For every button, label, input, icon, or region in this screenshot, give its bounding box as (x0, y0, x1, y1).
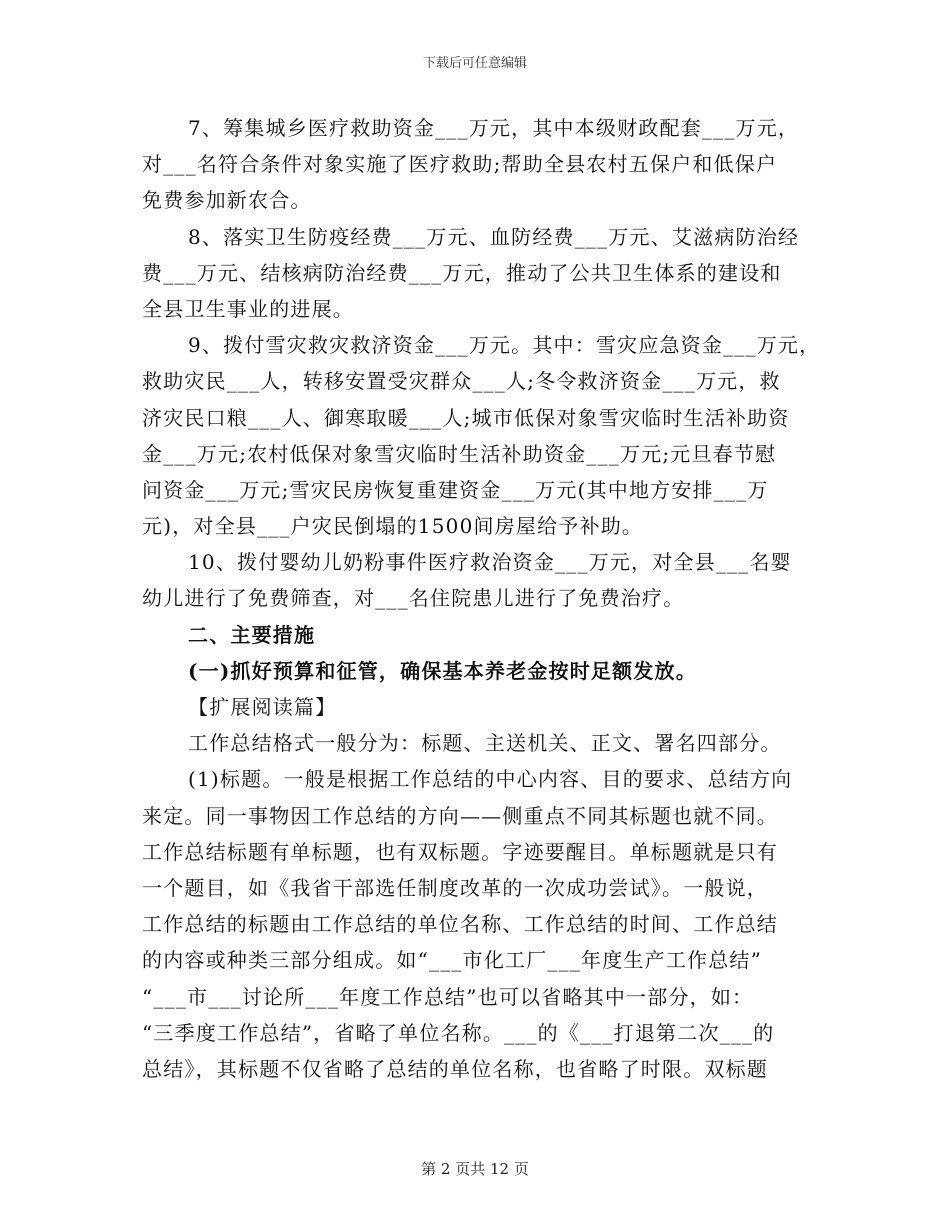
text-line: 幼儿进行了免费筛查，对___名住院患儿进行了免费治疗。 (142, 586, 685, 611)
text-line: “三季度工作总结”，省略了单位名称。___的《___打退第二次___的 (142, 1020, 775, 1045)
text-line: 8、落实卫生防疫经费___万元、血防经费___万元、艾滋病防治经 (188, 224, 800, 249)
page-footer: 第 2 页共 12 页 (421, 1160, 529, 1178)
text-line: 工作总结标题有单标题，也有双标题。字迹要醒目。单标题就是只有 (142, 839, 778, 864)
text-line: 总结》，其标题不仅省略了总结的单位名称，也省略了时限。双标题 (142, 1056, 768, 1081)
document-body (142, 110, 821, 1087)
text-line: 对___名符合条件对象实施了医疗救助;帮助全县农村五保户和低保户 (142, 152, 778, 177)
text-line: 全县卫生事业的进展。 (142, 296, 354, 321)
text-line: 元)，对全县___户灾民倒塌的1500间房屋给予补助。 (142, 514, 644, 539)
text-line: 工作总结格式一般分为：标题、主送机关、正文、署名四部分。 (188, 731, 782, 756)
text-line: 10、拨付婴幼儿奶粉事件医疗救治资金___万元，对全县___名婴 (188, 550, 792, 575)
text-line: 的内容或种类三部分组成。如“___市化工厂___年度生产工作总结” (142, 948, 763, 973)
text-line: 费___万元、结核病防治经费___万元，推动了公共卫生体系的建设和 (142, 260, 782, 285)
text-line: 免费参加新农合。 (142, 188, 312, 213)
text-line: 9、拨付雪灾救灾救济资金___万元。其中：雪灾应急资金___万元， (188, 333, 821, 358)
text-line: 一个题目，如《我省干部选任制度改革的一次成功尝试》。一般说， (142, 875, 768, 900)
text-line: 金___万元;农村低保对象雪灾临时生活补助资金___万元;元旦春节慰 (142, 441, 777, 466)
text-line: “___市___讨论所___年度工作总结”也可以省略其中一部分，如： (142, 984, 754, 1009)
section-heading: (一)抓好预算和征管，确保基本养老金按时足额发放。 (188, 658, 697, 683)
text-line: 济灾民口粮___人、御寒取暖___人;城市低保对象雪灾临时生活补助资 (142, 405, 790, 430)
section-heading: 二、主要措施 (188, 622, 316, 647)
text-line: 工作总结的标题由工作总结的单位名称、工作总结的时间、工作总结 (142, 912, 778, 937)
text-line: 救助灾民___人，转移安置受灾群众___人;冬令救济资金___万元，救 (142, 369, 781, 394)
text-line: 【扩展阅读篇】 (188, 695, 337, 719)
text-line: 问资金___万元;雪灾民房恢复重建资金___万元(其中地方安排___万 (142, 477, 769, 502)
text-line: 7、筹集城乡医疗救助资金___万元，其中本级财政配套___万元， (188, 116, 800, 140)
text-line: (1)标题。一般是根据工作总结的中心内容、目的要求、总结方向 (188, 767, 793, 792)
text-line: 来定。同一事物因工作总结的方向——侧重点不同其标题也就不同。 (142, 803, 778, 828)
page-header: 下载后可任意编辑 (422, 56, 527, 71)
